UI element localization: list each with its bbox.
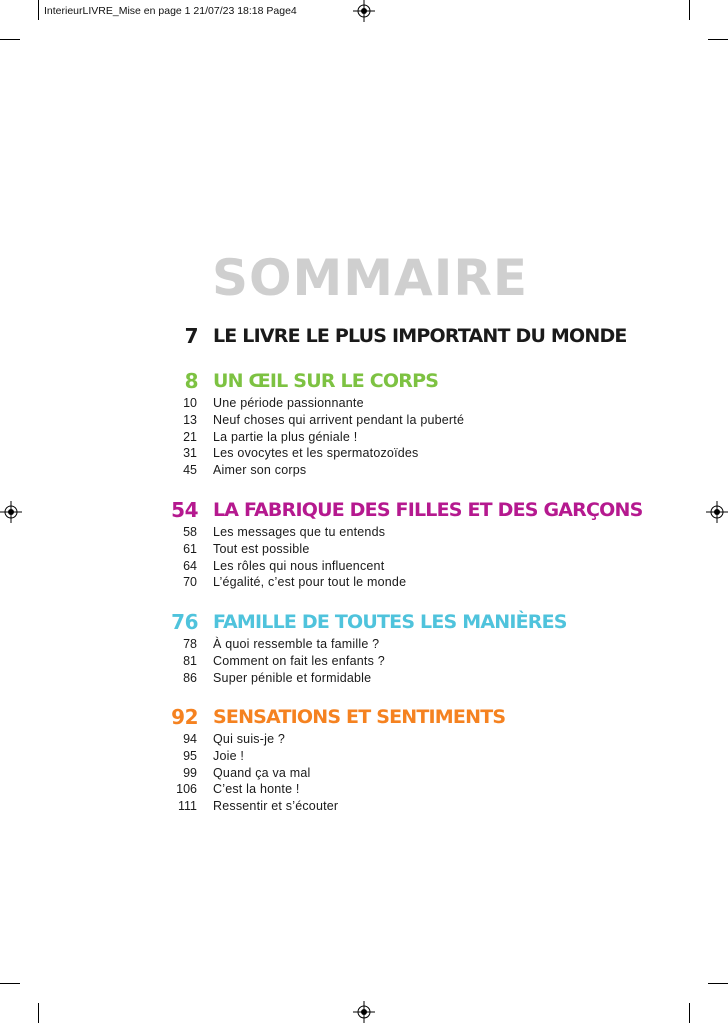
toc-section-sensations <box>160 703 680 815</box>
entry-title: Aimer son corps <box>213 463 307 478</box>
main-chapter-title: LE LIVRE LE PLUS IMPORTANT DU MONDE <box>213 325 627 347</box>
entry-page: 111 <box>177 799 197 814</box>
entry-title: C’est la honte ! <box>213 782 300 797</box>
toc-section-corps <box>160 367 680 479</box>
toc-entry <box>160 524 680 541</box>
toc-entry <box>160 781 680 798</box>
entry-page: 106 <box>176 782 197 797</box>
entry-title: À quoi ressemble ta famille ? <box>213 637 380 651</box>
main-chapter-heading <box>160 322 660 350</box>
entry-page: 86 <box>183 670 197 685</box>
toc-entry <box>160 558 680 575</box>
entry-page: 95 <box>183 748 197 763</box>
toc-entry <box>160 541 680 558</box>
registration-mark-icon <box>353 1001 375 1023</box>
section-page: 92 <box>171 705 198 729</box>
crop-mark <box>689 0 690 20</box>
main-chapter-page: 7 <box>184 324 198 348</box>
crop-mark <box>708 983 728 984</box>
registration-mark-icon <box>0 501 22 523</box>
entry-title: Quand ça va mal <box>213 765 311 780</box>
toc-entry <box>160 445 680 462</box>
section-title: UN ŒIL SUR LE CORPS <box>213 370 439 392</box>
entry-title: Comment on fait les enfants ? <box>213 653 385 668</box>
section-page: 8 <box>184 369 198 393</box>
entry-page: 81 <box>183 653 197 668</box>
entry-title: Qui suis-je ? <box>213 732 286 746</box>
section-title: FAMILLE DE TOUTES LES MANIÈRES <box>213 611 567 633</box>
registration-mark-icon <box>353 0 375 22</box>
entry-title: Neuf choses qui arrivent pendant la puberté <box>213 412 465 427</box>
entry-page: 10 <box>183 396 197 410</box>
entry-title: Joie ! <box>213 748 245 763</box>
entry-page: 78 <box>183 637 197 651</box>
crop-mark <box>38 0 39 20</box>
entry-page: 21 <box>183 429 197 444</box>
entry-page: 64 <box>183 558 197 573</box>
crop-mark <box>689 1003 690 1023</box>
entry-page: 61 <box>183 541 197 556</box>
toc-entry <box>160 798 680 815</box>
entry-title: L’égalité, c’est pour tout le monde <box>213 575 407 590</box>
entry-page: 13 <box>183 412 197 427</box>
section-heading <box>160 496 680 524</box>
section-title: LA FABRIQUE DES FILLES ET DES GARÇONS <box>213 499 643 521</box>
entry-title: La partie la plus géniale ! <box>213 429 358 444</box>
entry-title: Les messages que tu entends <box>213 525 386 539</box>
entry-page: 70 <box>183 575 197 590</box>
section-heading <box>160 367 680 395</box>
toc-section-fabrique <box>160 496 680 591</box>
toc-entry <box>160 765 680 782</box>
crop-mark <box>38 1003 39 1023</box>
entry-title: Ressentir et s’écouter <box>213 799 339 814</box>
section-heading <box>160 608 680 636</box>
section-page: 76 <box>171 610 198 634</box>
entry-title: Tout est possible <box>213 541 310 556</box>
registration-mark-icon <box>706 501 728 523</box>
entry-title: Super pénible et formidable <box>213 670 372 685</box>
entry-page: 31 <box>183 446 197 461</box>
entry-title: Une période passionnante <box>213 396 364 410</box>
toc-entry <box>160 429 680 446</box>
toc-entry <box>160 670 680 687</box>
toc-entry <box>160 731 680 748</box>
toc-entry <box>160 574 680 591</box>
toc-entry <box>160 653 680 670</box>
entry-page: 99 <box>183 765 197 780</box>
toc-section-famille <box>160 608 680 686</box>
section-title: SENSATIONS ET SENTIMENTS <box>213 706 506 728</box>
entry-page: 58 <box>183 525 197 539</box>
toc-entry <box>160 412 680 429</box>
toc-entry <box>160 395 680 412</box>
crop-mark <box>0 39 20 40</box>
toc-entry <box>160 462 680 479</box>
entry-page: 94 <box>183 732 197 746</box>
section-page: 54 <box>171 498 198 522</box>
print-slug: InterieurLIVRE_Mise en page 1 21/07/23 18:18 Page4 <box>44 5 297 17</box>
crop-mark <box>708 39 728 40</box>
toc-entry <box>160 748 680 765</box>
crop-mark <box>0 983 20 984</box>
toc-entry <box>160 636 680 653</box>
section-heading <box>160 703 680 731</box>
page-title: SOMMAIRE <box>212 249 528 307</box>
entry-title: Les rôles qui nous influencent <box>213 558 385 573</box>
entry-title: Les ovocytes et les spermatozoïdes <box>213 446 419 461</box>
entry-page: 45 <box>183 463 197 478</box>
